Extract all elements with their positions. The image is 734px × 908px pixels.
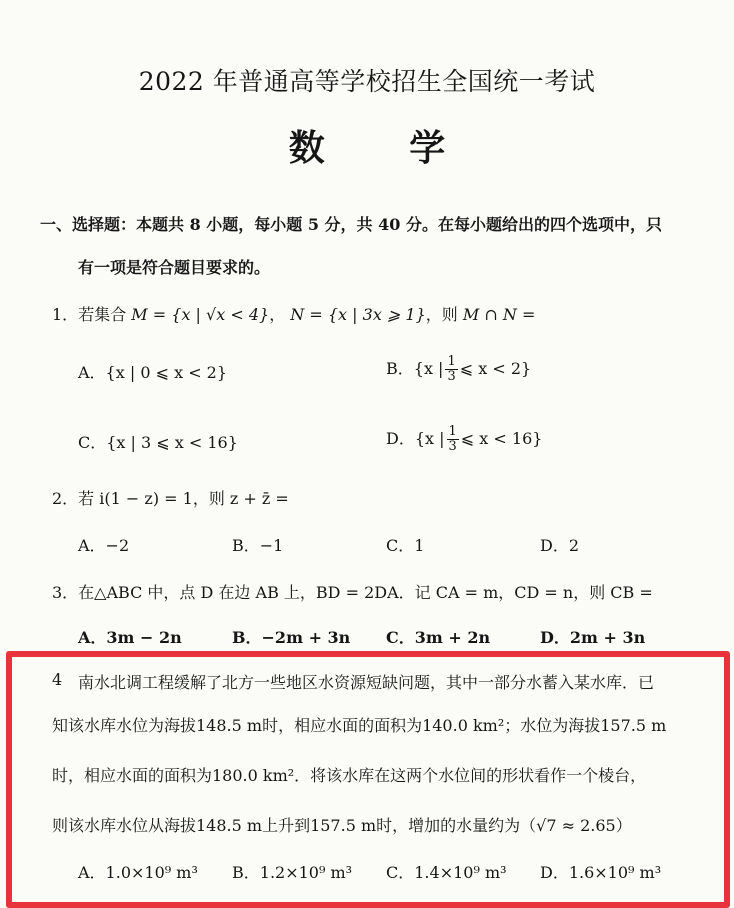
question-1-option-d-fraction <box>447 425 459 454</box>
question-1-number: 1． <box>52 305 79 324</box>
question-3-option-d: D．2m + 3n <box>540 628 646 647</box>
question-4-line4: 则该水库水位从海拔148.5 m上升到157.5 m时，增加的水量约为（√7 ≈ 2.65） <box>52 816 632 835</box>
question-2-option-d: D．2 <box>540 536 580 555</box>
question-1-option-d-post: ⩽ x < 16} <box>460 429 543 448</box>
exam-title: 2022 年普通高等学校招生全国统一考试 <box>138 67 596 96</box>
question-1-text-a: 若集合 <box>78 305 127 324</box>
question-1-set-m: M = {x | √x < 4} <box>131 305 270 324</box>
question-1-intersection: M ∩ N = <box>462 305 536 324</box>
question-4-option-b: B．1.2×10⁹ m³ <box>232 863 353 882</box>
question-3-option-b: B．−2m + 3n <box>232 628 351 647</box>
question-1-text-e: ，则 <box>425 305 458 324</box>
question-1-set-n: N = {x | 3x ⩾ 1} <box>290 305 426 324</box>
question-2-option-c: C．1 <box>386 536 425 555</box>
question-4-line1: 南水北调工程缓解了北方一些地区水资源短缺问题，其中一部分水蓄入某水库．已 <box>78 673 655 692</box>
question-3-stem: 3．在△ABC 中，点 D 在边 AB 上，BD = 2DA．记 CA = m，CD = n，则 CB = <box>52 583 653 602</box>
question-1-option-b <box>386 355 531 384</box>
question-1-option-d <box>386 425 542 454</box>
section-instruction-line2: 有一项是符合题目要求的。 <box>78 258 271 277</box>
question-2-stem: 2．若 i(1 − z) = 1，则 z + z̄ = <box>52 489 289 508</box>
question-3-option-c: C．3m + 2n <box>386 628 491 647</box>
question-4-number: 4 <box>52 670 63 689</box>
question-1-text-c: ， <box>269 305 286 324</box>
question-4-option-a: A．1.0×10⁹ m³ <box>78 863 198 882</box>
section-instruction-line1: 一、选择题：本题共 8 小题，每小题 5 分，共 40 分。在每小题给出的四个选项中，只 <box>40 215 662 234</box>
question-1-option-c: C．{x | 3 ⩽ x < 16} <box>78 433 238 452</box>
question-1-option-a: A．{x | 0 ⩽ x < 2} <box>78 363 228 382</box>
question-4-line2: 知该水库水位为海拔148.5 m时，相应水面的面积为140.0 km²；水位为海拔157.5 m <box>52 716 667 735</box>
question-1-option-b-pre: B．{x | <box>386 359 444 378</box>
fraction-denominator: 3 <box>448 439 457 454</box>
question-4-option-d: D．1.6×10⁹ m³ <box>540 863 662 882</box>
subject-title: 数 学 <box>288 127 482 169</box>
question-4-option-c: C．1.4×10⁹ m³ <box>386 863 507 882</box>
question-2-option-a: A．−2 <box>78 536 130 555</box>
question-1-stem <box>52 302 535 325</box>
fraction-denominator: 3 <box>447 369 456 384</box>
question-3-option-a: A．3m − 2n <box>78 628 182 647</box>
question-1-option-d-pre: D．{x | <box>386 429 445 448</box>
question-1-option-b-fraction <box>445 355 457 384</box>
question-4-line3: 时，相应水面的面积为180.0 km²．将该水库在这两个水位间的形状看作一个棱台， <box>52 766 647 785</box>
fraction-numerator: 1 <box>447 354 456 369</box>
question-2-option-b: B．−1 <box>232 536 284 555</box>
question-1-option-b-post: ⩽ x < 2} <box>459 359 532 378</box>
fraction-numerator: 1 <box>448 424 457 439</box>
